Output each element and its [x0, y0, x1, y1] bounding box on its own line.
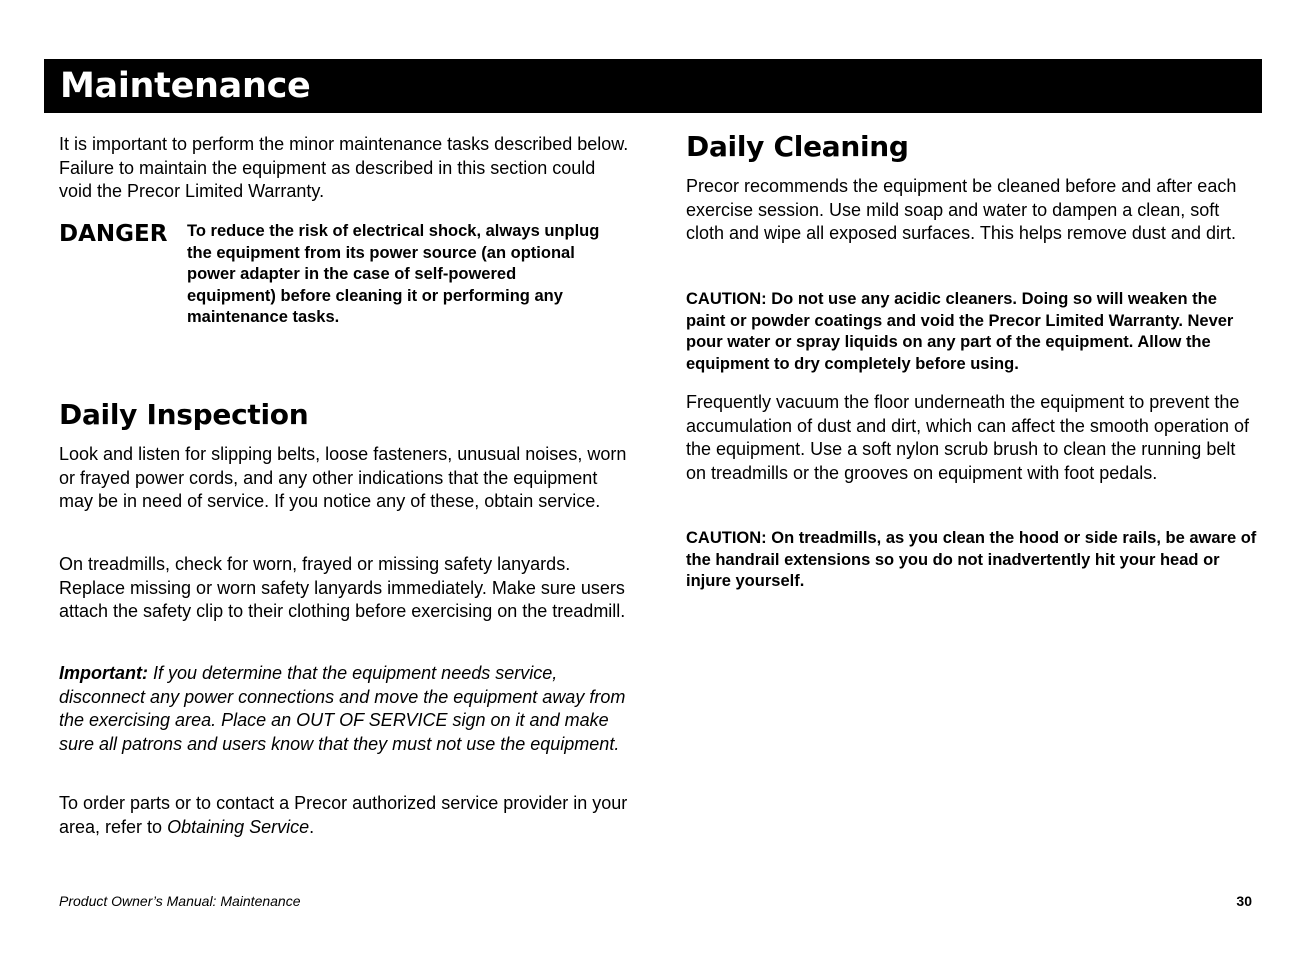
- danger-label: DANGER: [59, 221, 168, 247]
- order-parts-block: [59, 792, 631, 839]
- important-note: [59, 662, 631, 756]
- cleaning-paragraph-2: Frequently vacuum the floor underneath the equipment to prevent the accumulation of dust and dirt, which can affect the smooth operation of the equipment. Use a soft nylon scrub brush to clean the running belt on treadmills or the grooves on equipment with foot pedals.: [686, 392, 1250, 483]
- danger-notice: [59, 220, 631, 330]
- caution-acidic-cleaners: CAUTION: Do not use any acidic cleaners. Doing so will weaken the paint or powder coatings and void the Precor Limited Warranty. Never pour water or spray liquids on any part of the equipment. Allow the equipment to dry completely before using.: [686, 290, 1234, 373]
- inspection-paragraph-2: On treadmills, check for worn, frayed or missing safety lanyards. Replace missing or worn safety lanyards immediately. Make sure users attach the safety clip to their clothing before exercising on the treadmill.: [59, 554, 626, 621]
- important-label: Important:: [59, 663, 148, 683]
- daily-inspection-heading: Daily Inspection: [59, 398, 309, 431]
- daily-cleaning-section: [686, 129, 1258, 165]
- caution-handrail-extensions: CAUTION: On treadmills, as you clean the hood or side rails, be aware of the handrail extensions so you do not inadvertently hit your head or injure yourself.: [686, 529, 1257, 590]
- cleaning-paragraph-2-block: [686, 391, 1258, 485]
- intro-paragraph: It is important to perform the minor maintenance tasks described below. Failure to maintain the equipment as described in this section could void the Precor Limited Warranty.: [59, 134, 629, 201]
- daily-inspection-section: [59, 397, 631, 433]
- order-parts-end: .: [309, 816, 315, 837]
- title-bar: [44, 59, 1262, 113]
- obtaining-service-reference: Obtaining Service: [167, 816, 310, 837]
- inspection-paragraph-1: Look and listen for slipping belts, loose fasteners, unusual noises, worn or frayed power cords, and any other indications that the equipment may be in need of service. If you notice any of these, obtain service.: [59, 444, 627, 511]
- caution-2-block: [686, 528, 1258, 593]
- page-title: Maintenance: [60, 66, 311, 106]
- intro-block: [59, 133, 631, 204]
- footer-manual-title: Product Owner’s Manual: Maintenance: [59, 893, 301, 909]
- cleaning-paragraph-1-block: [686, 175, 1258, 246]
- order-parts-paragraph: [59, 792, 631, 839]
- important-paragraph: [59, 662, 631, 756]
- inspection-paragraph-1-block: [59, 443, 631, 514]
- order-parts-text: To order parts or to contact a Precor authorized service provider in your area, refer to: [59, 793, 628, 837]
- important-text: If you determine that the equipment needs service, disconnect any power connections and move the equipment away from the exercising area. Place an OUT OF SERVICE sign on it and make sure all patrons and users know that they must not use the equipment.: [59, 663, 626, 754]
- caution-1-block: [686, 289, 1258, 375]
- daily-cleaning-heading: Daily Cleaning: [686, 130, 909, 163]
- cleaning-paragraph-1: Precor recommends the equipment be cleaned before and after each exercise session. Use mild soap and water to dampen a clean, soft cloth and wipe all exposed surfaces. This helps remove dust and dirt.: [686, 176, 1237, 243]
- danger-text: To reduce the risk of electrical shock, always unplug the equipment from its power source (an optional power adapter in the case of self-powered equipment) before cleaning it or performing any maintenance tasks.: [187, 222, 600, 326]
- footer-page-number: 30: [1236, 893, 1252, 909]
- inspection-paragraph-2-block: [59, 553, 631, 624]
